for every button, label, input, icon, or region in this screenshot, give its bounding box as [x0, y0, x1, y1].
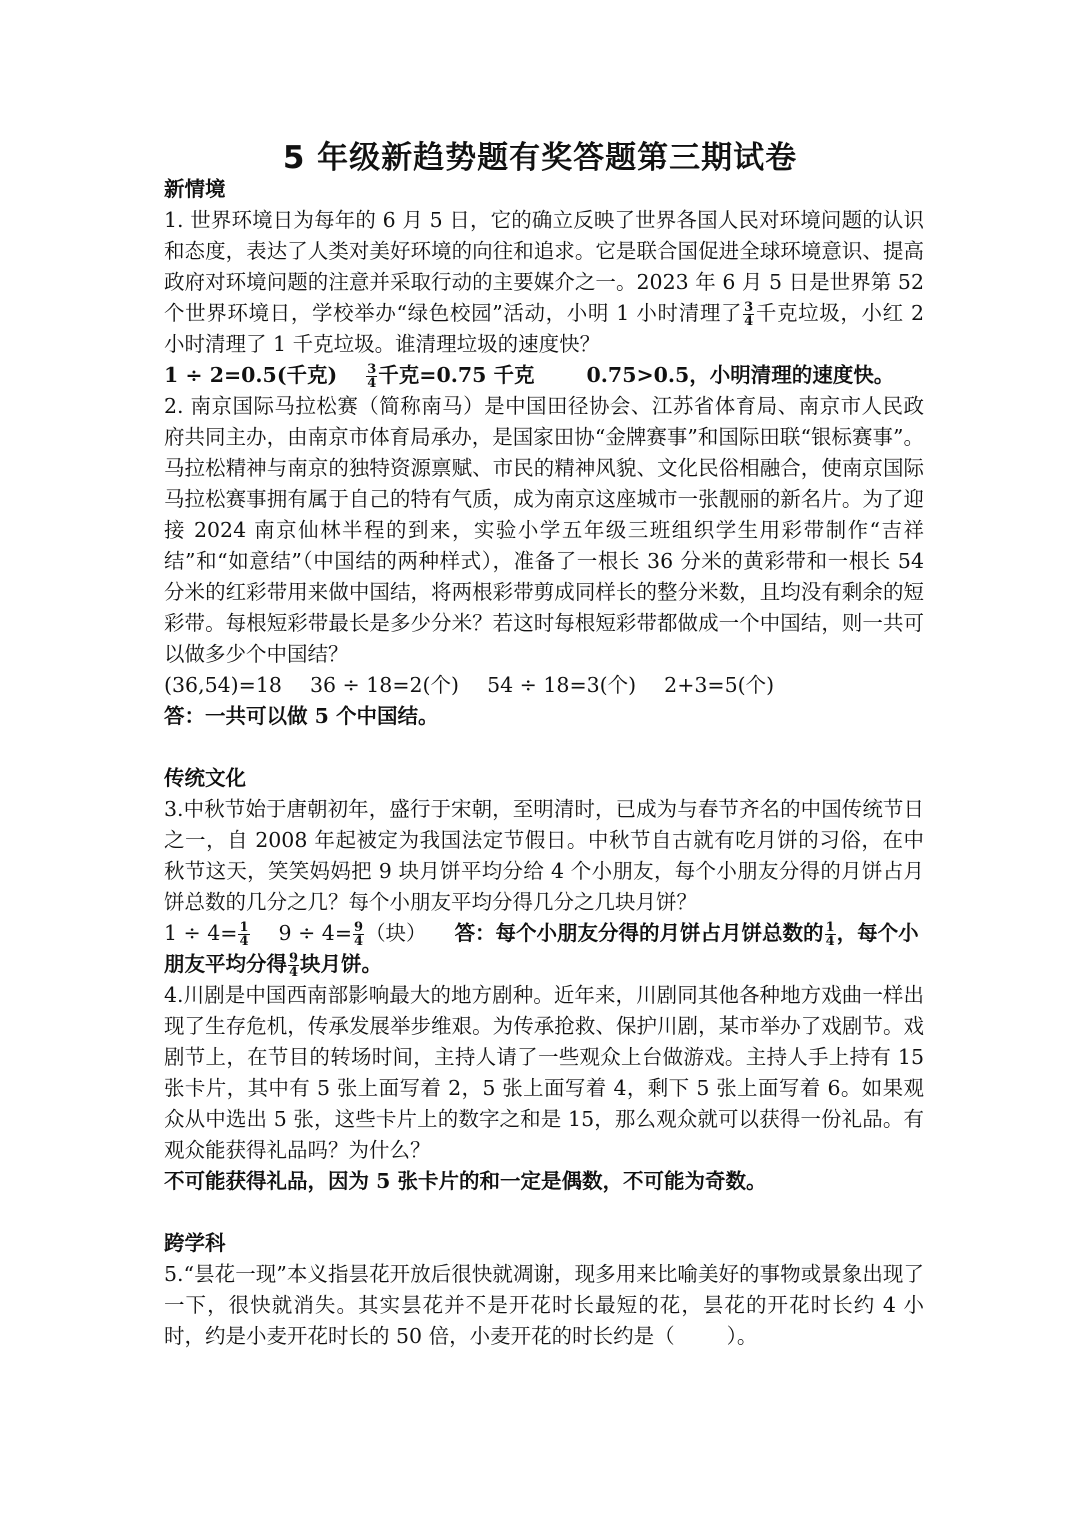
- fraction-three-quarters: $\frac{3}{4}$: [744, 300, 754, 329]
- question-1-text: 1. 世界环境日为每年的 6 月 5 日，它的确立反映了世界各国人民对环境问题的认识和态度，表达了人类对美好环境的向往和追求。它是联合国促进全球环境意识、提高政府对环境问题的注意并采取行动的主要媒介之一。2023 年 6 月 5 日是世界第 52 个世界环境日，学校举办“绿色校园”活动，小明 1 小时清理了: [164, 208, 924, 325]
- answer-1: 1 ÷ 2=0.5(千克) $\frac{3}{4}$ 千克=0.75 千克 0.75>0.5，小明清理的速度快。: [164, 362, 895, 391]
- page-title: 5 年级新趋势题有奖答题第三期试卷: [282, 140, 798, 176]
- question-2: 2. 南京国际马拉松赛（简称南马）是中国田径协会、江苏省体育局、南京市人民政府共同主办，由南京市体育局承办，是国家田协“金牌赛事”和国际田联“银标赛事”。马拉松精神与南京的独特资源禀赋、市民的精神风貌、文化民俗相融合，使南京国际马拉松赛事拥有属于自己的特有气质，成为南京这座城市一张靓丽的新名片。为了迎接 2024 南京仙林半程的到来，实验小学五年级三班组织学生用彩带制作“吉祥结”和“如意结”（中国结的两种样式），准备了一根长 36 分米的黄彩带和一根长 54 分米的红彩带用来做中国结，将两根彩带剪成同样长的整分米数，且均没有剩余的短彩带。每根短彩带最长是多少分米？若这时每根短彩带都做成一个中国结，则一共可以做多少个中国结？: [164, 394, 924, 666]
- document-body: [164, 174, 924, 1352]
- answer-3-fraction-2: $\frac{9}{4}$: [354, 920, 364, 949]
- question-3: 3.中秋节始于唐朝初年，盛行于宋朝，至明清时，已成为与春节齐名的中国传统节日之一，自 2008 年起被定为我国法定节假日。中秋节自古就有吃月饼的习俗，在中秋节这天，笑笑妈妈把 9 块月饼平均分给 4 个小朋友，每个小朋友分得的月饼占月饼总数的几分之几？每个小朋友平均分得几分之几块月饼？: [164, 797, 924, 914]
- section-heading-new-context: 新情境: [164, 177, 226, 201]
- question-4: 4.川剧是中国西南部影响最大的地方剧种。近年来，川剧同其他各种地方戏曲一样出现了生存危机，传承发展举步维艰。为传承抢救、保护川剧，某市举办了戏剧节。戏剧节上，在节目的转场时间，主持人请了一些观众上台做游戏。主持人手上持有 15 张卡片，其中有 5 张上面写着 2，5 张上面写着 4，剩下 5 张上面写着 6。如果观众从中选出 5 张，这些卡片上的数字之和是 15，那么观众就可以获得一份礼品。有观众能获得礼品吗？为什么？: [164, 983, 924, 1162]
- question-1-text-end: 千克垃圾，小红 2 小时清理了 1 千克垃圾。谁清理垃圾的速度快？: [164, 301, 924, 356]
- answer-4: 不可能获得礼品，因为 5 张卡片的和一定是偶数，不可能为奇数。: [164, 1169, 767, 1193]
- answer-3: 1 ÷ 4= $\frac{1}{4}$ 9 ÷ 4= $\frac{9}{4}$ （块） 答：每个小朋友分得的月饼占月饼总数的 $\frac{1}{4}$ ，每个小朋友平均分得 $\frac{9}{4}$ 块月饼。: [164, 920, 919, 980]
- section-heading-traditional-culture: 传统文化: [164, 766, 246, 790]
- answer-3-fraction-3: $\frac{1}{4}$: [825, 920, 835, 949]
- question-5: 5.“昙花一现”本义指昙花开放后很快就凋谢，现多用来比喻美好的事物或景象出现了一下，很快就消失。其实昙花并不是开花时长最短的花，昙花的开花时长约 4 小时，约是小麦开花时长的 50 倍，小麦开花的时长约是（ ）。: [164, 1262, 924, 1348]
- answer-2: 答：一共可以做 5 个中国结。: [164, 704, 439, 728]
- question-1: [164, 205, 924, 360]
- section-heading-interdisciplinary: 跨学科: [164, 1231, 226, 1255]
- answer-3-fraction-4: $\frac{9}{4}$: [289, 951, 299, 980]
- answer-2-calculation: (36,54)=18 36 ÷ 18=2(个) 54 ÷ 18=3(个) 2+3=5(个): [164, 673, 775, 697]
- answer-3-fraction-1: $\frac{1}{4}$: [239, 920, 249, 949]
- answer-1-fraction: $\frac{3}{4}$: [367, 362, 377, 391]
